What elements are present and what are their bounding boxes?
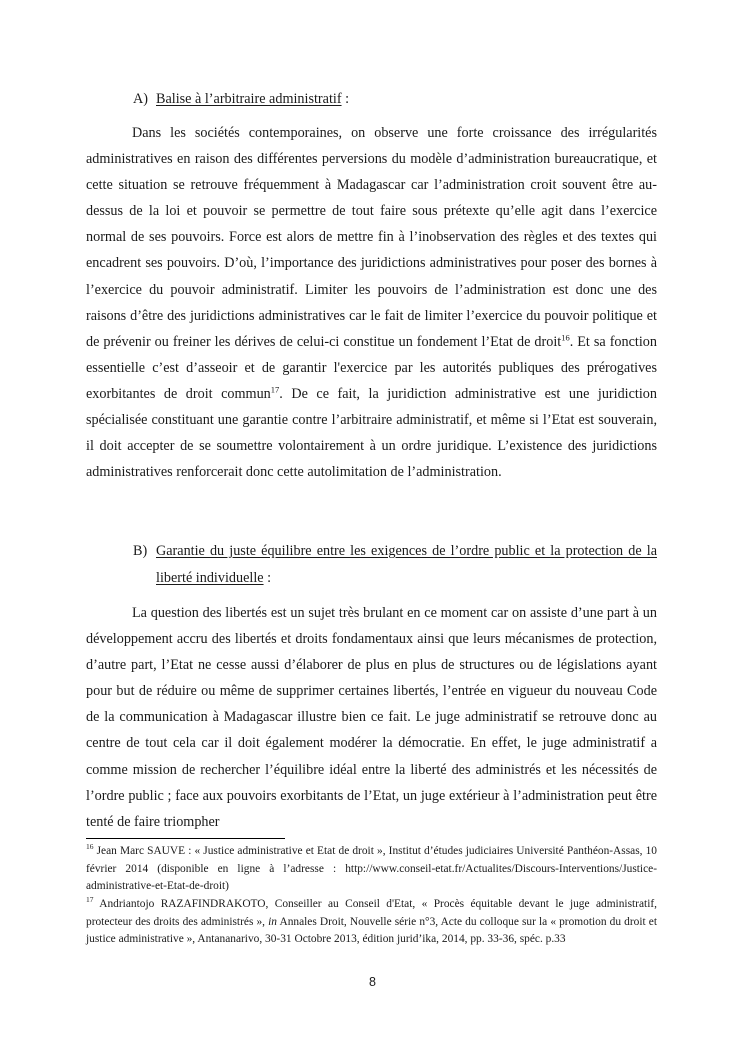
section-b-title: Garantie du juste équilibre entre les exigences de l’ordre public et la protection de la liberté individuelle xyxy=(156,543,657,586)
footnote-16 xyxy=(86,843,657,896)
footnote-17 xyxy=(86,896,657,949)
page-number: 8 xyxy=(369,975,376,989)
footnote-17-text-1: Andriantojo RAZAFINDRAKOTO, Conseiller au Conseil d'Etat, « Procès équitable devant le juge administratif, protecteur des droits des administrés », xyxy=(86,898,657,928)
section-b-heading xyxy=(133,538,657,592)
section-a-heading xyxy=(133,86,663,113)
footnote-separator xyxy=(86,838,285,839)
section-a-marker: A) xyxy=(133,91,148,107)
footnote-17-italic: in xyxy=(268,915,277,928)
footnote-16-number: 16 xyxy=(86,842,94,852)
footnote-ref-17[interactable]: 17 xyxy=(270,384,280,395)
footnote-ref-16[interactable]: 16 xyxy=(561,332,570,343)
section-b-paragraph: La question des libertés est un sujet très brulant en ce moment car on assiste d’une part à un développement accru des libertés et droits fondamentaux ainsi que leurs mécanismes de protection, d’autre part, l’Etat ne cesse aussi d’élaborer de plus en plus de structures ou de législations ayant pour but de réduire ou même de supprimer certaines libertés, l’entrée en vigueur du nouveau Code de la communication à Madagascar illustre bien ce fait. Le juge administratif se retrouve donc au centre de tout cela car il doit également modérer la démocratie. En effet, le juge administratif a comme mission de rechercher l’équilibre idéal entre la liberté des administrés et les nécessités de l’ordre public ; face aux pouvoirs exorbitants de l’Etat, un juge extérieur à l’administration peut être tenté de faire triompher xyxy=(86,605,657,830)
section-b-colon: : xyxy=(263,570,272,586)
section-b-marker: B) xyxy=(133,543,148,559)
footnote-17-number: 17 xyxy=(86,895,94,905)
section-a-paragraph xyxy=(86,120,657,485)
footnote-16-text: Jean Marc SAUVE : « Justice administrative et Etat de droit », Institut d’études judiciaires Université Panthéon-Assas, 10 février 2014 (disponible en ligne à l’adresse : http://www.conseil-etat.fr/Actualites/Discours-Interventions/Justice-administrative-et-Etat-de-droit) xyxy=(86,845,657,893)
section-a-colon: : xyxy=(341,91,350,107)
section-a-text-2: . Et sa fonction essentielle c’est d’asseoir et de garantir l'exercice par les autorités publiques des prérogatives exorbitantes de droit commun xyxy=(86,333,657,402)
footnote-17-text-2: Annales Droit, Nouvelle série n°3, Acte du colloque sur la « promotion du droit et justice administrative », Antananarivo, 30-31 Octobre 2013, édition jurid’ika, 2014, pp. 33-36, spéc. p.33 xyxy=(86,915,657,946)
section-a-title: Balise à l’arbitraire administratif xyxy=(156,91,342,107)
section-a-text-3: . De ce fait, la juridiction administrative est une juridiction spécialisée constituant une garantie contre l’arbitraire administratif, et même si l’Etat est souverain, il doit accepter de se soumettre volontairement à un ordre juridique. L’existence des juridictions administratives renforcerait donc cette autolimitation de l’administration. xyxy=(86,385,657,481)
section-a-text-1: Dans les sociétés contemporaines, on observe une forte croissance des irrégularités administratives en raison des différentes perversions du modèle d’administration bureaucratique, et cette situation se retrouve fréquemment à Madagascar car l’administration croit souvent être au-dessus de la loi et pouvoir se permettre de tout faire sous prétexte qu’elle agit dans l’exercice normal de ses pouvoirs. Force est alors de mettre fin à l’inobservation des règles et des textes qui encadrent ses pouvoirs. D’où, l’importance des juridictions administratives pour poser des bornes à l’exercice du pouvoir administratif. Limiter les pouvoirs de l’administration est donc une des raisons d’être des juridictions administratives car le fait de limiter l’exercice du pouvoir politique et de prévenir ou freiner les dérives de celui-ci constitue un fondement l’Etat de droit xyxy=(86,125,657,350)
